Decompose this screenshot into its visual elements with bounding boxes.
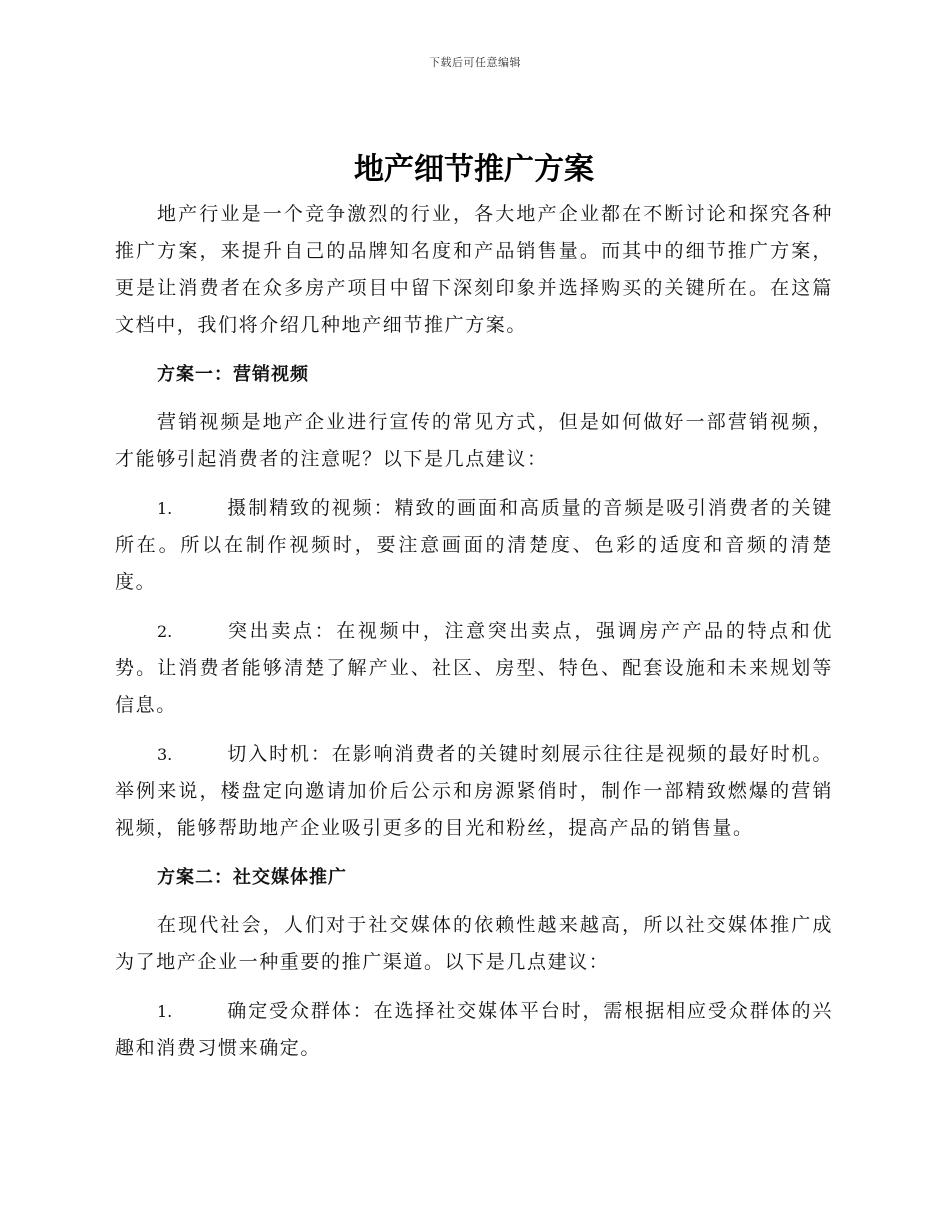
list-item xyxy=(115,993,833,1067)
document-title: 地产细节推广方案 xyxy=(354,152,594,187)
intro-paragraph: 地产行业是一个竞争激烈的行业，各大地产企业都在不断讨论和探究各种推广方案，来提升自己的品牌知名度和产品销售量。而其中的细节推广方案，更是让消费者在众多房产项目中留下深刻印象并选择购买的关键所在。在这篇文档中，我们将介绍几种地产细节推广方案。 xyxy=(115,203,833,336)
list-item xyxy=(115,613,833,724)
header-note: 下载后可任意编辑 xyxy=(429,56,521,69)
list-item-number: 1. xyxy=(157,499,173,518)
document-body xyxy=(115,148,833,1067)
list-item-text: 切入时机：在影响消费者的关键时刻展示往往是视频的最好时机。举例来说，楼盘定向邀请加价后公示和房源紧俏时，制作一部精致燃爆的营销视频，能够帮助地产企业吸引更多的目光和粉丝，提高产品的销售量。 xyxy=(115,743,833,839)
list-item-number: 2. xyxy=(157,622,173,641)
list-item-text: 摄制精致的视频：精致的画面和高质量的音频是吸引消费者的关键所在。所以在制作视频时，要注意画面的清楚度、色彩的适度和音频的清楚度。 xyxy=(115,497,833,593)
list-item-number: 1. xyxy=(157,1002,173,1021)
section-2-intro: 在现代社会，人们对于社交媒体的依赖性越来越高，所以社交媒体推广成为了地产企业一种重要的推广渠道。以下是几点建议： xyxy=(115,914,833,973)
list-item-text: 确定受众群体：在选择社交媒体平台时，需根据相应受众群体的兴趣和消费习惯来确定。 xyxy=(115,1000,833,1059)
list-item xyxy=(115,736,833,847)
section-heading-2: 方案二：社交媒体推广 xyxy=(157,867,347,888)
list-item xyxy=(115,490,833,601)
section-1-intro: 营销视频是地产企业进行宣传的常见方式，但是如何做好一部营销视频，才能够引起消费者的注意呢？以下是几点建议： xyxy=(115,411,833,470)
list-item-text: 突出卖点：在视频中，注意突出卖点，强调房产产品的特点和优势。让消费者能够清楚了解产业、社区、房型、特色、配套设施和未来规划等信息。 xyxy=(115,620,833,716)
section-heading-1: 方案一：营销视频 xyxy=(157,364,309,385)
list-item-number: 3. xyxy=(157,745,173,764)
